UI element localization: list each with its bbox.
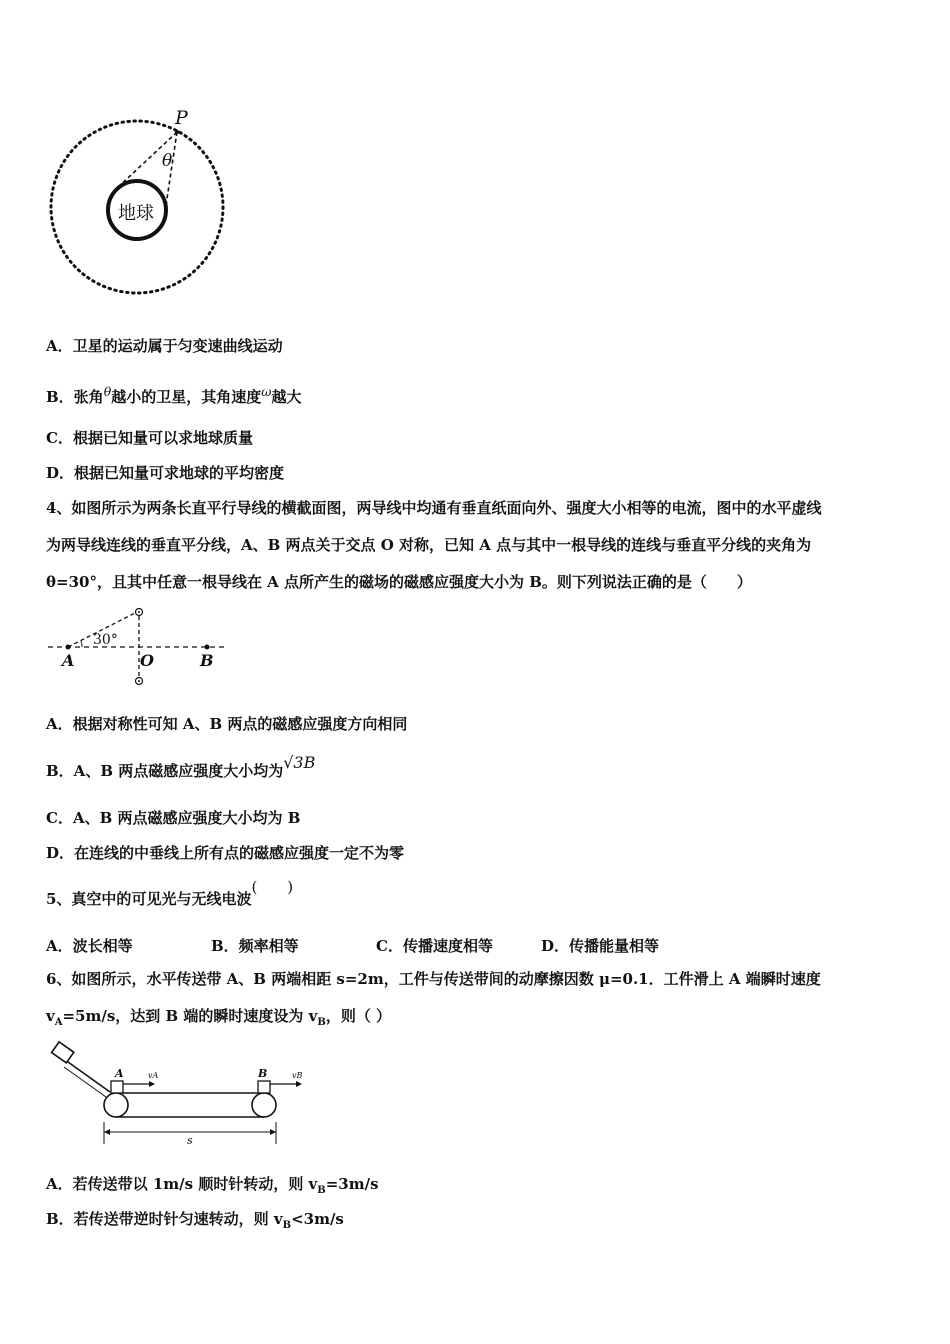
ramp-line <box>68 1062 110 1092</box>
label-va: vA <box>148 1071 159 1080</box>
label-earth: 地球 <box>118 203 154 224</box>
q3-option-b-mid: 越小的卫星，其角速度 <box>111 388 262 406</box>
label-theta: θ <box>162 151 173 171</box>
q3-option-b-omega: ω <box>261 384 272 399</box>
q5-option-b: B．频率相等 <box>211 937 299 955</box>
arrow-vb-head <box>296 1081 302 1087</box>
q6-v-sub-a: A <box>54 1017 63 1028</box>
s-dim-arrow-right <box>270 1129 276 1135</box>
block-a <box>111 1081 123 1093</box>
label-a: A <box>115 1067 124 1080</box>
label-vb: vB <box>292 1071 303 1080</box>
q3-option-b-theta: θ <box>103 384 112 399</box>
q6-option-a <box>46 1174 379 1201</box>
point-b-dot <box>205 645 210 650</box>
parallel-wires-figure <box>46 604 236 688</box>
q6-v-sub-b: B <box>317 1017 326 1028</box>
q4-option-c: C．A、B 两点磁感应强度大小均为 B <box>46 809 301 827</box>
label-p: P <box>175 107 188 129</box>
point-a-dot <box>66 645 71 650</box>
q4-option-a: A．根据对称性可知 A、B 两点的磁感应强度方向相同 <box>46 715 408 733</box>
satellite-point <box>175 130 179 134</box>
q5-stem-text: 5、真空中的可见光与无线电波 <box>46 890 252 908</box>
s-dim-arrow-left <box>104 1129 110 1135</box>
q6-stem-line-1: 6、如图所示，水平传送带 A、B 两端相距 s=2m，工件与传送带间的动摩擦因数 μ=0.1．工件滑上 A 端瞬时速度 <box>46 970 821 988</box>
q3-option-c: C．根据已知量可以求地球质量 <box>46 429 253 447</box>
angle-arc <box>81 641 82 647</box>
q6-option-b-post: <3m/s <box>291 1210 344 1228</box>
q4-option-d: D．在连线的中垂线上所有点的磁感应强度一定不为零 <box>46 844 405 862</box>
q6-v-prefix: v <box>46 1007 55 1025</box>
block-b <box>258 1081 270 1093</box>
q3-option-b <box>46 382 301 407</box>
q6-line2-mid: =5m/s，达到 B 端的瞬时速度设为 v <box>62 1007 318 1025</box>
label-a: A <box>62 651 75 670</box>
q6-option-a-post: =3m/s <box>325 1175 379 1193</box>
q4-option-b <box>46 753 316 781</box>
ramp-line-2 <box>64 1067 106 1097</box>
q5-option-d: D．传播能量相等 <box>541 937 660 955</box>
label-b: B <box>200 651 214 670</box>
right-roller <box>252 1093 276 1117</box>
q5-stem <box>46 878 294 909</box>
q4-option-b-math: √3B <box>283 753 316 772</box>
q4-stem-line-1: 4、如图所示为两条长直平行导线的横截面图，两导线中均通有垂直纸面向外、强度大小相等的电流，图中的水平虚线 <box>46 499 822 517</box>
label-s: s <box>187 1134 193 1147</box>
q5-option-c: C．传播速度相等 <box>376 937 493 955</box>
left-roller <box>104 1093 128 1117</box>
label-angle: 30° <box>93 632 118 648</box>
label-b: B <box>258 1067 268 1080</box>
wire-top-icon <box>136 609 143 616</box>
q3-option-d: D．根据已知量可求地球的平均密度 <box>46 464 285 482</box>
q6-option-b-sub: B <box>282 1220 292 1231</box>
q3-option-a: A．卫星的运动属于匀变速曲线运动 <box>46 337 283 355</box>
label-o: O <box>140 651 154 670</box>
conveyor-belt-figure <box>46 1040 316 1152</box>
q6-stem-line-2 <box>46 1006 391 1033</box>
tangent-line-right <box>165 132 177 212</box>
q5-option-a: A．波长相等 <box>46 937 133 955</box>
q4-stem-line-3: θ=30°，且其中任意一根导线在 A 点所产生的磁场的磁感应强度大小为 B。则下列说法正确的是（ ） <box>46 573 752 591</box>
q6-option-b-pre: B．若传送带逆时针匀速转动，则 v <box>46 1210 283 1228</box>
satellite-orbit-figure <box>40 100 240 310</box>
q6-option-a-sub: B <box>317 1185 326 1196</box>
q6-option-b <box>46 1209 344 1236</box>
q3-option-b-post: 越大 <box>271 388 302 406</box>
q6-line2-end: ，则（ ） <box>325 1007 392 1025</box>
q4-stem-line-2: 为两导线连线的垂直平分线，A、B 两点关于交点 O 对称，已知 A 点与其中一根导线的连线与垂直平分线的夹角为 <box>46 536 812 554</box>
workpiece-on-ramp <box>52 1042 74 1063</box>
arrow-va-head <box>149 1081 155 1087</box>
wire-bottom-icon <box>136 678 143 685</box>
q5-answer-paren: ( ) <box>251 878 294 896</box>
q6-option-a-pre: A．若传送带以 1m/s 顺时针转动，则 v <box>46 1175 318 1193</box>
q4-option-b-pre: B．A、B 两点磁感应强度大小均为 <box>46 762 284 780</box>
q3-option-b-pre: B．张角 <box>46 388 104 406</box>
